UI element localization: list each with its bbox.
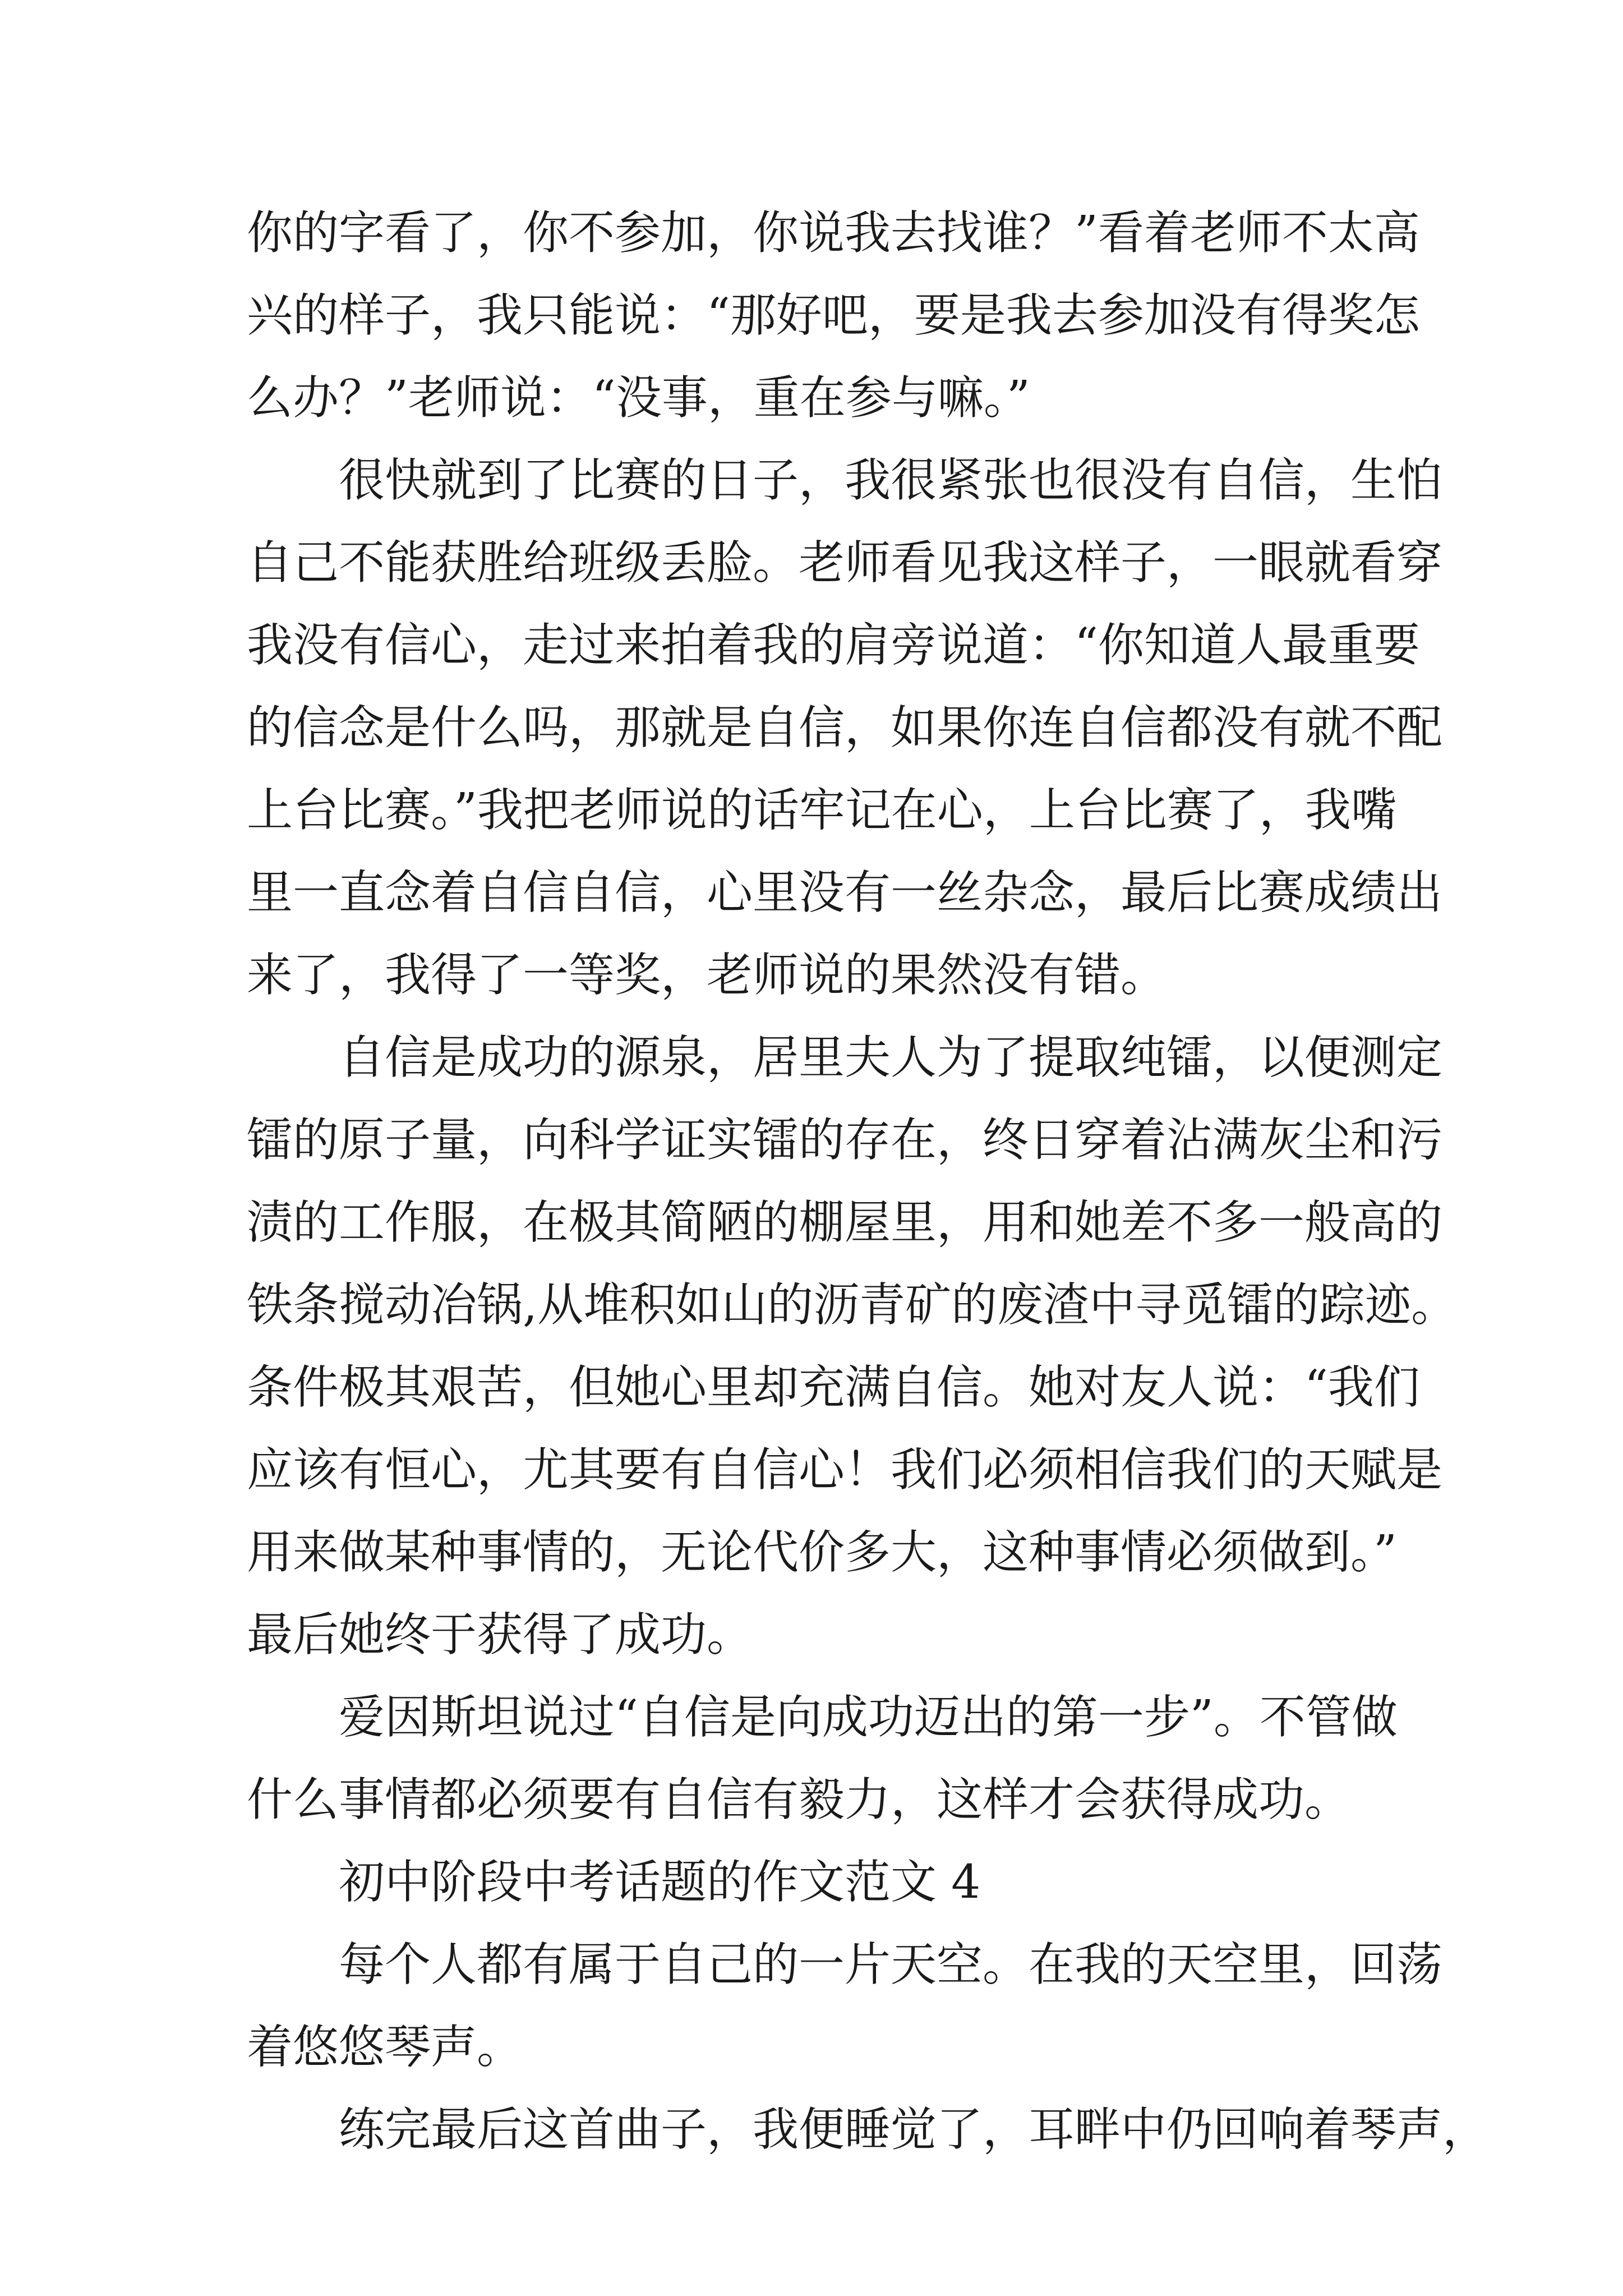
text-line: 练完最后这首曲子，我便睡觉了，耳畔中仍回响着琴声，	[339, 2103, 1489, 2156]
text-line: 的信念是什么吗，那就是自信，如果你连自信都没有就不配	[247, 701, 1443, 754]
text-line: 用来做某种事情的，无论代价多大，这种事情必须做到。”	[247, 1526, 1397, 1579]
text-line: 什么事情都必须要有自信有毅力，这样才会获得成功。	[247, 1773, 1351, 1826]
text-line: 里一直念着自信自信，心里没有一丝杂念，最后比赛成绩出	[247, 866, 1443, 919]
text-line: 着悠悠琴声。	[247, 2021, 523, 2074]
text-line: 铁条搅动冶锅,从堆积如山的沥青矿的废渣中寻觅镭的踪迹。	[247, 1278, 1458, 1332]
text-line: 渍的工作服，在极其简陋的棚屋里，用和她差不多一般高的	[247, 1196, 1443, 1249]
text-line: 自信是成功的源泉，居里夫人为了提取纯镭，以便测定	[339, 1031, 1443, 1084]
text-line: 兴的样子，我只能说：“那好吧，要是我去参加没有得奖怎	[247, 289, 1420, 342]
text-line: 应该有恒心，尤其要有自信心！我们必须相信我们的天赋是	[247, 1443, 1443, 1497]
text-line: 很快就到了比赛的日子，我很紧张也很没有自信，生怕	[339, 454, 1443, 507]
text-line: 上台比赛。”我把老师说的话牢记在心，上台比赛了，我嘴	[247, 784, 1397, 837]
text-line: 来了，我得了一等奖，老师说的果然没有错。	[247, 949, 1167, 1002]
section-heading: 初中阶段中考话题的作文范文 4	[339, 1856, 981, 1909]
text-line: 每个人都有属于自己的一片天空。在我的天空里，回荡	[339, 1938, 1443, 1991]
text-line: 自己不能获胜给班级丢脸。老师看见我这样子，一眼就看穿	[247, 536, 1443, 590]
text-line: 你的字看了，你不参加，你说我去找谁？”看着老师不太高	[247, 206, 1420, 260]
text-line: 么办？”老师说：“没事，重在参与嘛。”	[247, 371, 1030, 425]
text-line: 爱因斯坦说过“自信是向成功迈出的第一步”。不管做	[339, 1691, 1398, 1744]
text-line: 条件极其艰苦，但她心里却充满自信。她对友人说：“我们	[247, 1361, 1420, 1414]
text-line: 镭的原子量，向科学证实镭的存在，终日穿着沾满灰尘和污	[247, 1114, 1443, 1167]
text-line: 最后她终于获得了成功。	[247, 1608, 753, 1662]
text-line: 我没有信心，走过来拍着我的肩旁说道：“你知道人最重要	[247, 619, 1420, 672]
